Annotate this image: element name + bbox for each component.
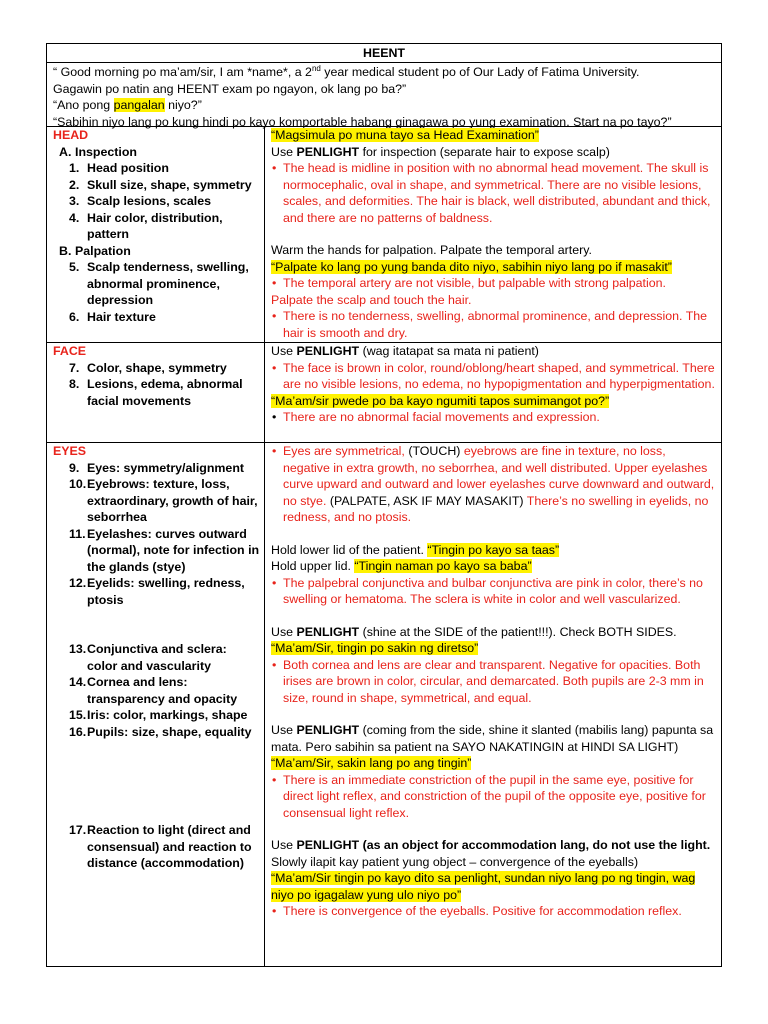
highlight-pangalan: pangalan <box>113 98 165 112</box>
finding-bullet: • There is convergence of the eyeballs. Positive for accommodation reflex. <box>271 903 715 920</box>
list-item: 17.Reaction to light (direct and consensual) and reaction to distance (accommodation) <box>69 823 252 870</box>
finding-bullet: • The temporal artery are not visible, but palpable with strong palpation. <box>271 275 715 292</box>
list-item: 15.Iris: color, markings, shape <box>69 708 248 722</box>
section-head: HEAD <box>53 128 89 142</box>
face-row <box>47 343 721 443</box>
list-item: 12.Eyelids: swelling, redness, ptosis <box>69 576 245 607</box>
intro-line-2: Gagawin po natin ang HEENT exam po ngayon, ok lang po ba?” <box>53 81 407 96</box>
list-item: 9. Eyes: symmetry/alignment <box>69 460 245 475</box>
quote-highlight: “Palpate ko lang po yung banda dito niyo, sabihin niyo lang po if masakit” <box>271 259 672 274</box>
quote-highlight: “Tingin po kayo sa taas” <box>427 542 560 557</box>
list-item: 5. Scalp tenderness, swelling, abnormal prominence, depression <box>69 260 249 307</box>
intro-line-4: “Sabihin niyo lang po kung hindi po kayo komportable habang ginagawa po yung examination. Start na po tayo?” <box>53 114 672 129</box>
quote-highlight: “Ma’am/sir pwede po ba kayo ngumiti tapos sumimangot po?” <box>271 393 610 408</box>
heent-document <box>46 43 722 967</box>
list-item: 14.Cornea and lens: transparency and opacity <box>69 675 238 706</box>
quote-highlight: “Ma’am/Sir, tingin po sakin ng diretso” <box>271 641 479 655</box>
list-item: 13.Conjunctiva and sclera: color and vascularity <box>69 642 227 673</box>
list-item: 3. Scalp lesions, scales <box>69 194 211 208</box>
subheading-inspection: A. Inspection <box>59 144 137 159</box>
intro-line-3: “Ano pong pangalan niyo?” <box>53 98 202 112</box>
face-procedure: Use PENLIGHT (wag itatapat sa mata ni patient) • The face is brown in color, round/oblong/heart shaped, and symmetrical. There are no visible lesions, no edema, no hypopigmentation and hyperpigmentation. “Ma’am/sir pwede po ba kayo ngumiti tapos sumimangot po?” • There are no abnormal facial movements and expression. <box>265 343 721 442</box>
finding-bullet: • The head is midline in position with no abnormal head movement. The skull is normocephalic, oval in shape, and symmetrical. There are no visible lesions, scales, and deformities. The hair is black, well distributed, abundant and thick, and there are no patterns of baldness. <box>271 160 715 226</box>
finding-bullet: • Both cornea and lens are clear and transparent. Negative for opacities. Both irises are brown in color, circular, and demarcated. Both pupils are 2-3 mm in size, round in shape, symmetrical, and equal. <box>271 657 715 707</box>
finding-bullet: • Eyes are symmetrical, (TOUCH) eyebrows are fine in texture, no loss, negative in extra growth, no seborrhea, and well distributed. Upper eyelashes curve upward and outward and lower eyelashes curve downward and outward, no stye. (PALPATE, ASK IF MAY MASAKIT) There’s no swelling in eyelids, no redness, and no ptosis. <box>271 443 715 526</box>
list-item: 10.Eyebrows: texture, loss, extraordinary, growth of hair, seborrhea <box>69 477 258 524</box>
eyes-row <box>47 443 721 967</box>
quote-highlight: “Tingin naman po kayo sa baba” <box>354 559 532 573</box>
finding-bullet: • There are no abnormal facial movements and expression. <box>271 409 715 426</box>
head-row <box>47 127 721 343</box>
list-item: 1. Head position <box>69 161 169 175</box>
finding-bullet: • The face is brown in color, round/oblong/heart shaped, and symmetrical. There are no visible lesions, no edema, no hypopigmentation and hyperpigmentation. <box>271 360 715 393</box>
head-checklist <box>47 127 265 342</box>
quote-highlight: “Ma’am/Sir tingin po kayo dito sa penlight, sundan niyo lang po ng tingin, wag niyo po igagalaw yung ulo niyo po” <box>271 871 696 902</box>
document-title: HEENT <box>47 44 721 63</box>
eyes-procedure: • Eyes are symmetrical, (TOUCH) eyebrows are fine in texture, no loss, negative in extra growth, no seborrhea, and well distributed. Upper eyelashes curve upward and outward and lower eyelashes curve downward and outward, no stye. (PALPATE, ASK IF MAY MASAKIT) There’s no swelling in eyelids, no redness, and no ptosis. Hold lower lid of the patient. “Tingin po kayo sa taas” Hold upper lid. “Tingin naman po kayo sa baba” • The palpebral conjunctiva and bulbar conjunctiva are pink in color, there’s no swelling or hematoma. The sclera is white in color and well vascularized. Use PENLIGHT (shine at the SIDE of the patient!!!). Check BOTH SIDES. “Ma’am/Sir, tingin po sakin ng diretso” • Both cornea and lens are clear and transparent. Negative for opacities. Both irises are brown in color, circular, and demarcated. Both pupils are 2-3 mm in size, round in shape, symmetrical, and equal. Use PENLIGHT (coming from the side, shine it slanted (mabilis lang) papunta sa mata. Pero sabihin sa patient na SAYO NAKATINGIN at HINDI SA LIGHT) “Ma’am/Sir, sakin lang po ang tingin” • There is an immediate constriction of the pupil in the same eye, positive for direct light reflex, and constriction of the pupil of the opposite eye, positive for consensual light reflex. Use PENLIGHT (as an object for accommodation lang, do not use the light. Slowly ilapit kay patient yung object – convergence of the eyeballs) “Ma’am/Sir tingin po kayo dito sa penlight, sundan niyo lang po ng tingin, wag niyo po igagalaw yung ulo niyo po” • There is convergence of the eyeballs. Positive for accommodation reflex. <box>265 443 721 967</box>
subheading-palpation: B. Palpation <box>59 243 131 258</box>
intro-script <box>47 63 721 127</box>
list-item: 11.Eyelashes: curves outward (normal), note for infection in the glands (stye) <box>69 526 260 574</box>
list-item: 6. Hair texture <box>69 309 156 324</box>
section-eyes: EYES <box>53 444 87 458</box>
intro-line-1: “ Good morning po ma’am/sir, I am *name*, a 2nd year medical student po of Our Lady of Fatima University. <box>53 63 640 79</box>
face-checklist <box>47 343 265 442</box>
eyes-checklist <box>47 443 265 967</box>
quote-highlight: “Magsimula po muna tayo sa Head Examination” <box>271 128 539 142</box>
list-item: 16.Pupils: size, shape, equality <box>69 724 252 739</box>
finding-bullet: • There is an immediate constriction of the pupil in the same eye, positive for direct light reflex, and constriction of the pupil of the opposite eye, positive for consensual light reflex. <box>271 772 715 822</box>
finding-bullet: • The palpebral conjunctiva and bulbar conjunctiva are pink in color, there’s no swelling or hematoma. The sclera is white in color and well vascularized. <box>271 575 715 608</box>
section-face: FACE <box>53 344 87 358</box>
list-item: 4. Hair color, distribution, pattern <box>69 210 223 241</box>
list-item: 2. Skull size, shape, symmetry <box>69 177 252 192</box>
finding-bullet: • There is no tenderness, swelling, abnormal prominence, and depression. The hair is smooth and dry. <box>271 308 715 341</box>
head-procedure: “Magsimula po muna tayo sa Head Examination” Use PENLIGHT for inspection (separate hair to expose scalp) • The head is midline in position with no abnormal head movement. The skull is normocephalic, oval in shape, and symmetrical. There are no visible lesions, scales, and deformities. The hair is black, well distributed, abundant and thick, and there are no patterns of baldness. Warm the hands for palpation. Palpate the temporal artery. “Palpate ko lang po yung banda dito niyo, sabihin niyo lang po if masakit” • The temporal artery are not visible, but palpable with strong palpation. Palpate the scalp and touch the hair. • There is no tenderness, swelling, abnormal prominence, and depression. The hair is smooth and dry. <box>265 127 721 342</box>
list-item: 7. Color, shape, symmetry <box>69 360 227 375</box>
quote-highlight: “Ma’am/Sir, sakin lang po ang tingin” <box>271 756 472 770</box>
list-item: 8. Lesions, edema, abnormal facial movements <box>69 377 243 408</box>
